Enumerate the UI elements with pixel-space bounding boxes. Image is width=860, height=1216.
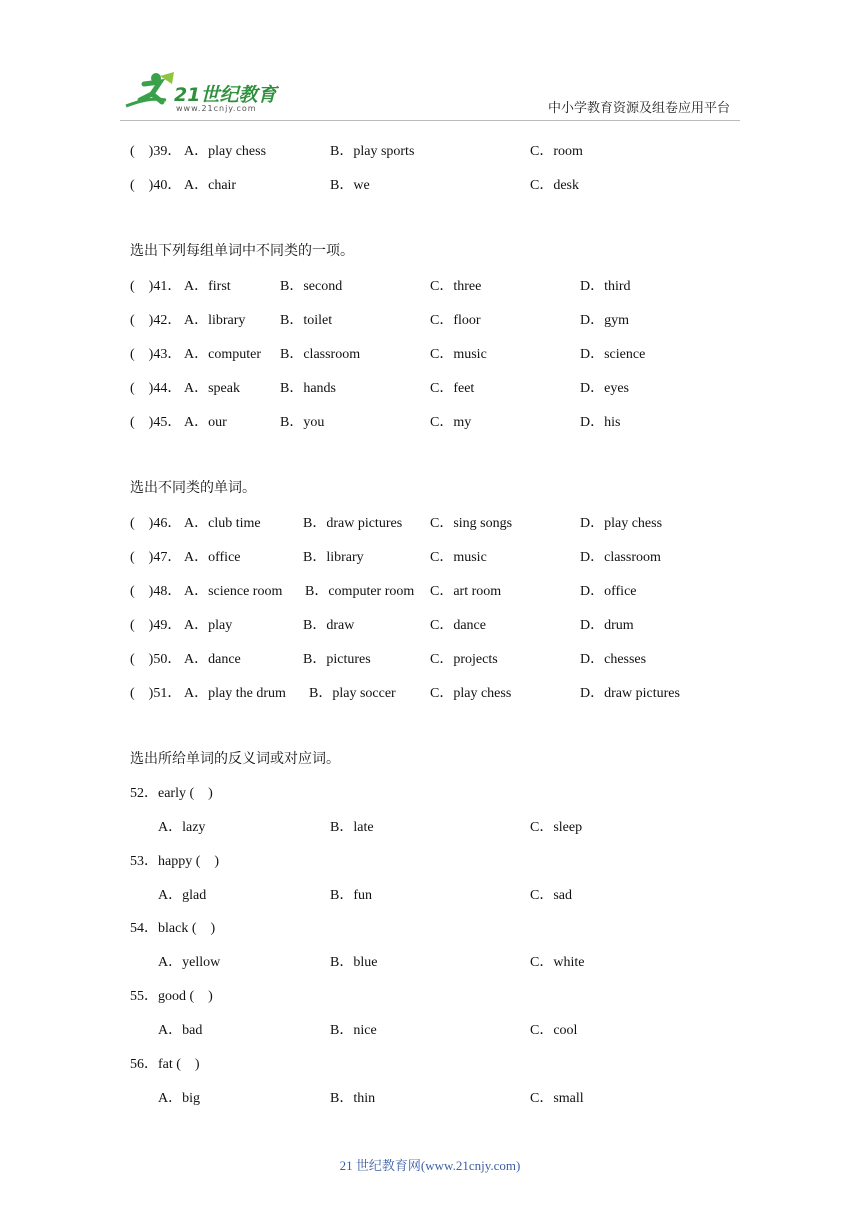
option-b: B．we: [330, 178, 370, 193]
option-a: A．chair: [184, 178, 237, 193]
question-row-42: [130, 309, 750, 329]
option-b: B．you: [280, 415, 325, 430]
option-a: A．dance: [184, 652, 241, 667]
question-number: ( )42．: [130, 313, 182, 328]
option-a: A．lazy: [158, 820, 206, 835]
question-56: [130, 1053, 750, 1073]
option-c: C．music: [430, 550, 487, 565]
option-b: B．computer room: [305, 584, 415, 599]
option-a: A．computer: [184, 347, 261, 362]
option-d: D．third: [580, 279, 631, 294]
header-divider: [120, 120, 740, 121]
logo-subtext: www.21cnjy.com: [176, 104, 257, 113]
option-a: A．speak: [184, 381, 240, 396]
option-c: C．dance: [430, 618, 486, 633]
option-d: D．chesses: [580, 652, 647, 667]
option-b: B．thin: [330, 1091, 376, 1106]
question-number: ( )41．: [130, 279, 182, 294]
section-title: 选出不同类的单词。: [130, 481, 256, 496]
option-a: A．office: [184, 550, 241, 565]
question-row-39: [130, 140, 750, 160]
option-b: B．pictures: [303, 652, 371, 667]
option-c: C．floor: [430, 313, 481, 328]
question-number: ( )44．: [130, 381, 182, 396]
option-b: B．fun: [330, 888, 372, 903]
option-c: C．three: [430, 279, 482, 294]
option-a: A．club time: [184, 516, 261, 531]
option-b: B．library: [303, 550, 364, 565]
question-row-43: [130, 343, 750, 363]
question-row-40: [130, 174, 750, 194]
option-b: B．play soccer: [309, 686, 396, 701]
option-b: B．toilet: [280, 313, 333, 328]
option-d: D．science: [580, 347, 646, 362]
option-c: C．room: [530, 144, 583, 159]
option-c: C．desk: [530, 178, 579, 193]
option-b: B．classroom: [280, 347, 361, 362]
option-c: C．play chess: [430, 686, 512, 701]
option-a: A．play the drum: [184, 686, 286, 701]
option-b: B．nice: [330, 1023, 377, 1038]
option-b: B．second: [280, 279, 343, 294]
option-a: A．glad: [158, 888, 207, 903]
question-54: [130, 917, 750, 937]
header-platform-name: 中小学教育资源及组卷应用平台: [548, 100, 731, 115]
option-b: B．play sports: [330, 144, 415, 159]
option-c: C．small: [530, 1091, 584, 1106]
option-c: C．music: [430, 347, 487, 362]
section-title: 选出下列每组单词中不同类的一项。: [130, 244, 354, 259]
question-stem: 53．happy ( ): [130, 854, 220, 869]
options-56: [130, 1087, 750, 1107]
option-d: D．play chess: [580, 516, 663, 531]
question-row-46: [130, 512, 750, 532]
option-a: A．big: [158, 1091, 200, 1106]
question-row-51: [130, 682, 750, 702]
question-stem: 55．good ( ): [130, 989, 213, 1004]
option-c: C．sing songs: [430, 516, 513, 531]
option-c: C．projects: [430, 652, 498, 667]
question-number: ( )45．: [130, 415, 182, 430]
option-a: A．play chess: [184, 144, 267, 159]
question-number: ( )46．: [130, 516, 182, 531]
logo-text: 21世纪教育: [174, 84, 277, 106]
question-stem: 52．early ( ): [130, 786, 213, 801]
option-c: C．feet: [430, 381, 475, 396]
question-row-49: [130, 614, 750, 634]
option-d: D．classroom: [580, 550, 661, 565]
question-row-44: [130, 377, 750, 397]
option-d: D．office: [580, 584, 637, 599]
option-d: D．drum: [580, 618, 634, 633]
options-53: [130, 884, 750, 904]
question-number: ( )49．: [130, 618, 182, 633]
section-title: 选出所给单词的反义词或对应词。: [130, 752, 340, 767]
question-55: [130, 985, 750, 1005]
footer-site-link[interactable]: 21 世纪教育网(www.21cnjy.com): [339, 1158, 521, 1173]
options-54: [130, 951, 750, 971]
option-a: A．science room: [184, 584, 283, 599]
option-b: B．late: [330, 820, 374, 835]
question-number: ( )40．: [130, 178, 182, 193]
question-row-47: [130, 546, 750, 566]
question-stem: 54．black ( ): [130, 921, 216, 936]
option-d: D．his: [580, 415, 621, 430]
question-number: ( )51．: [130, 686, 182, 701]
option-d: D．draw pictures: [580, 686, 680, 701]
question-52: [130, 782, 750, 802]
option-c: C．art room: [430, 584, 502, 599]
option-d: D．gym: [580, 313, 629, 328]
option-a: A．bad: [158, 1023, 203, 1038]
option-c: C．white: [530, 955, 585, 970]
question-row-41: [130, 275, 750, 295]
question-number: ( )48．: [130, 584, 182, 599]
question-number: ( )39．: [130, 144, 182, 159]
option-c: C．sleep: [530, 820, 583, 835]
option-c: C．my: [430, 415, 472, 430]
option-b: B．blue: [330, 955, 378, 970]
question-row-48: [130, 580, 750, 600]
option-c: C．sad: [530, 888, 572, 903]
option-a: A．play: [184, 618, 233, 633]
options-52: [130, 816, 750, 836]
question-number: ( )43．: [130, 347, 182, 362]
question-number: ( )50．: [130, 652, 182, 667]
site-logo: [122, 70, 292, 116]
question-stem: 56．fat ( ): [130, 1057, 200, 1072]
option-a: A．our: [184, 415, 227, 430]
option-d: D．eyes: [580, 381, 629, 396]
question-row-45: [130, 411, 750, 431]
option-c: C．cool: [530, 1023, 578, 1038]
option-b: B．draw: [303, 618, 355, 633]
question-number: ( )47．: [130, 550, 182, 565]
option-a: A．yellow: [158, 955, 221, 970]
question-53: [130, 850, 750, 870]
option-b: B．draw pictures: [303, 516, 403, 531]
option-a: A．library: [184, 313, 246, 328]
options-55: [130, 1019, 750, 1039]
question-row-50: [130, 648, 750, 668]
option-a: A．first: [184, 279, 231, 294]
option-b: B．hands: [280, 381, 336, 396]
